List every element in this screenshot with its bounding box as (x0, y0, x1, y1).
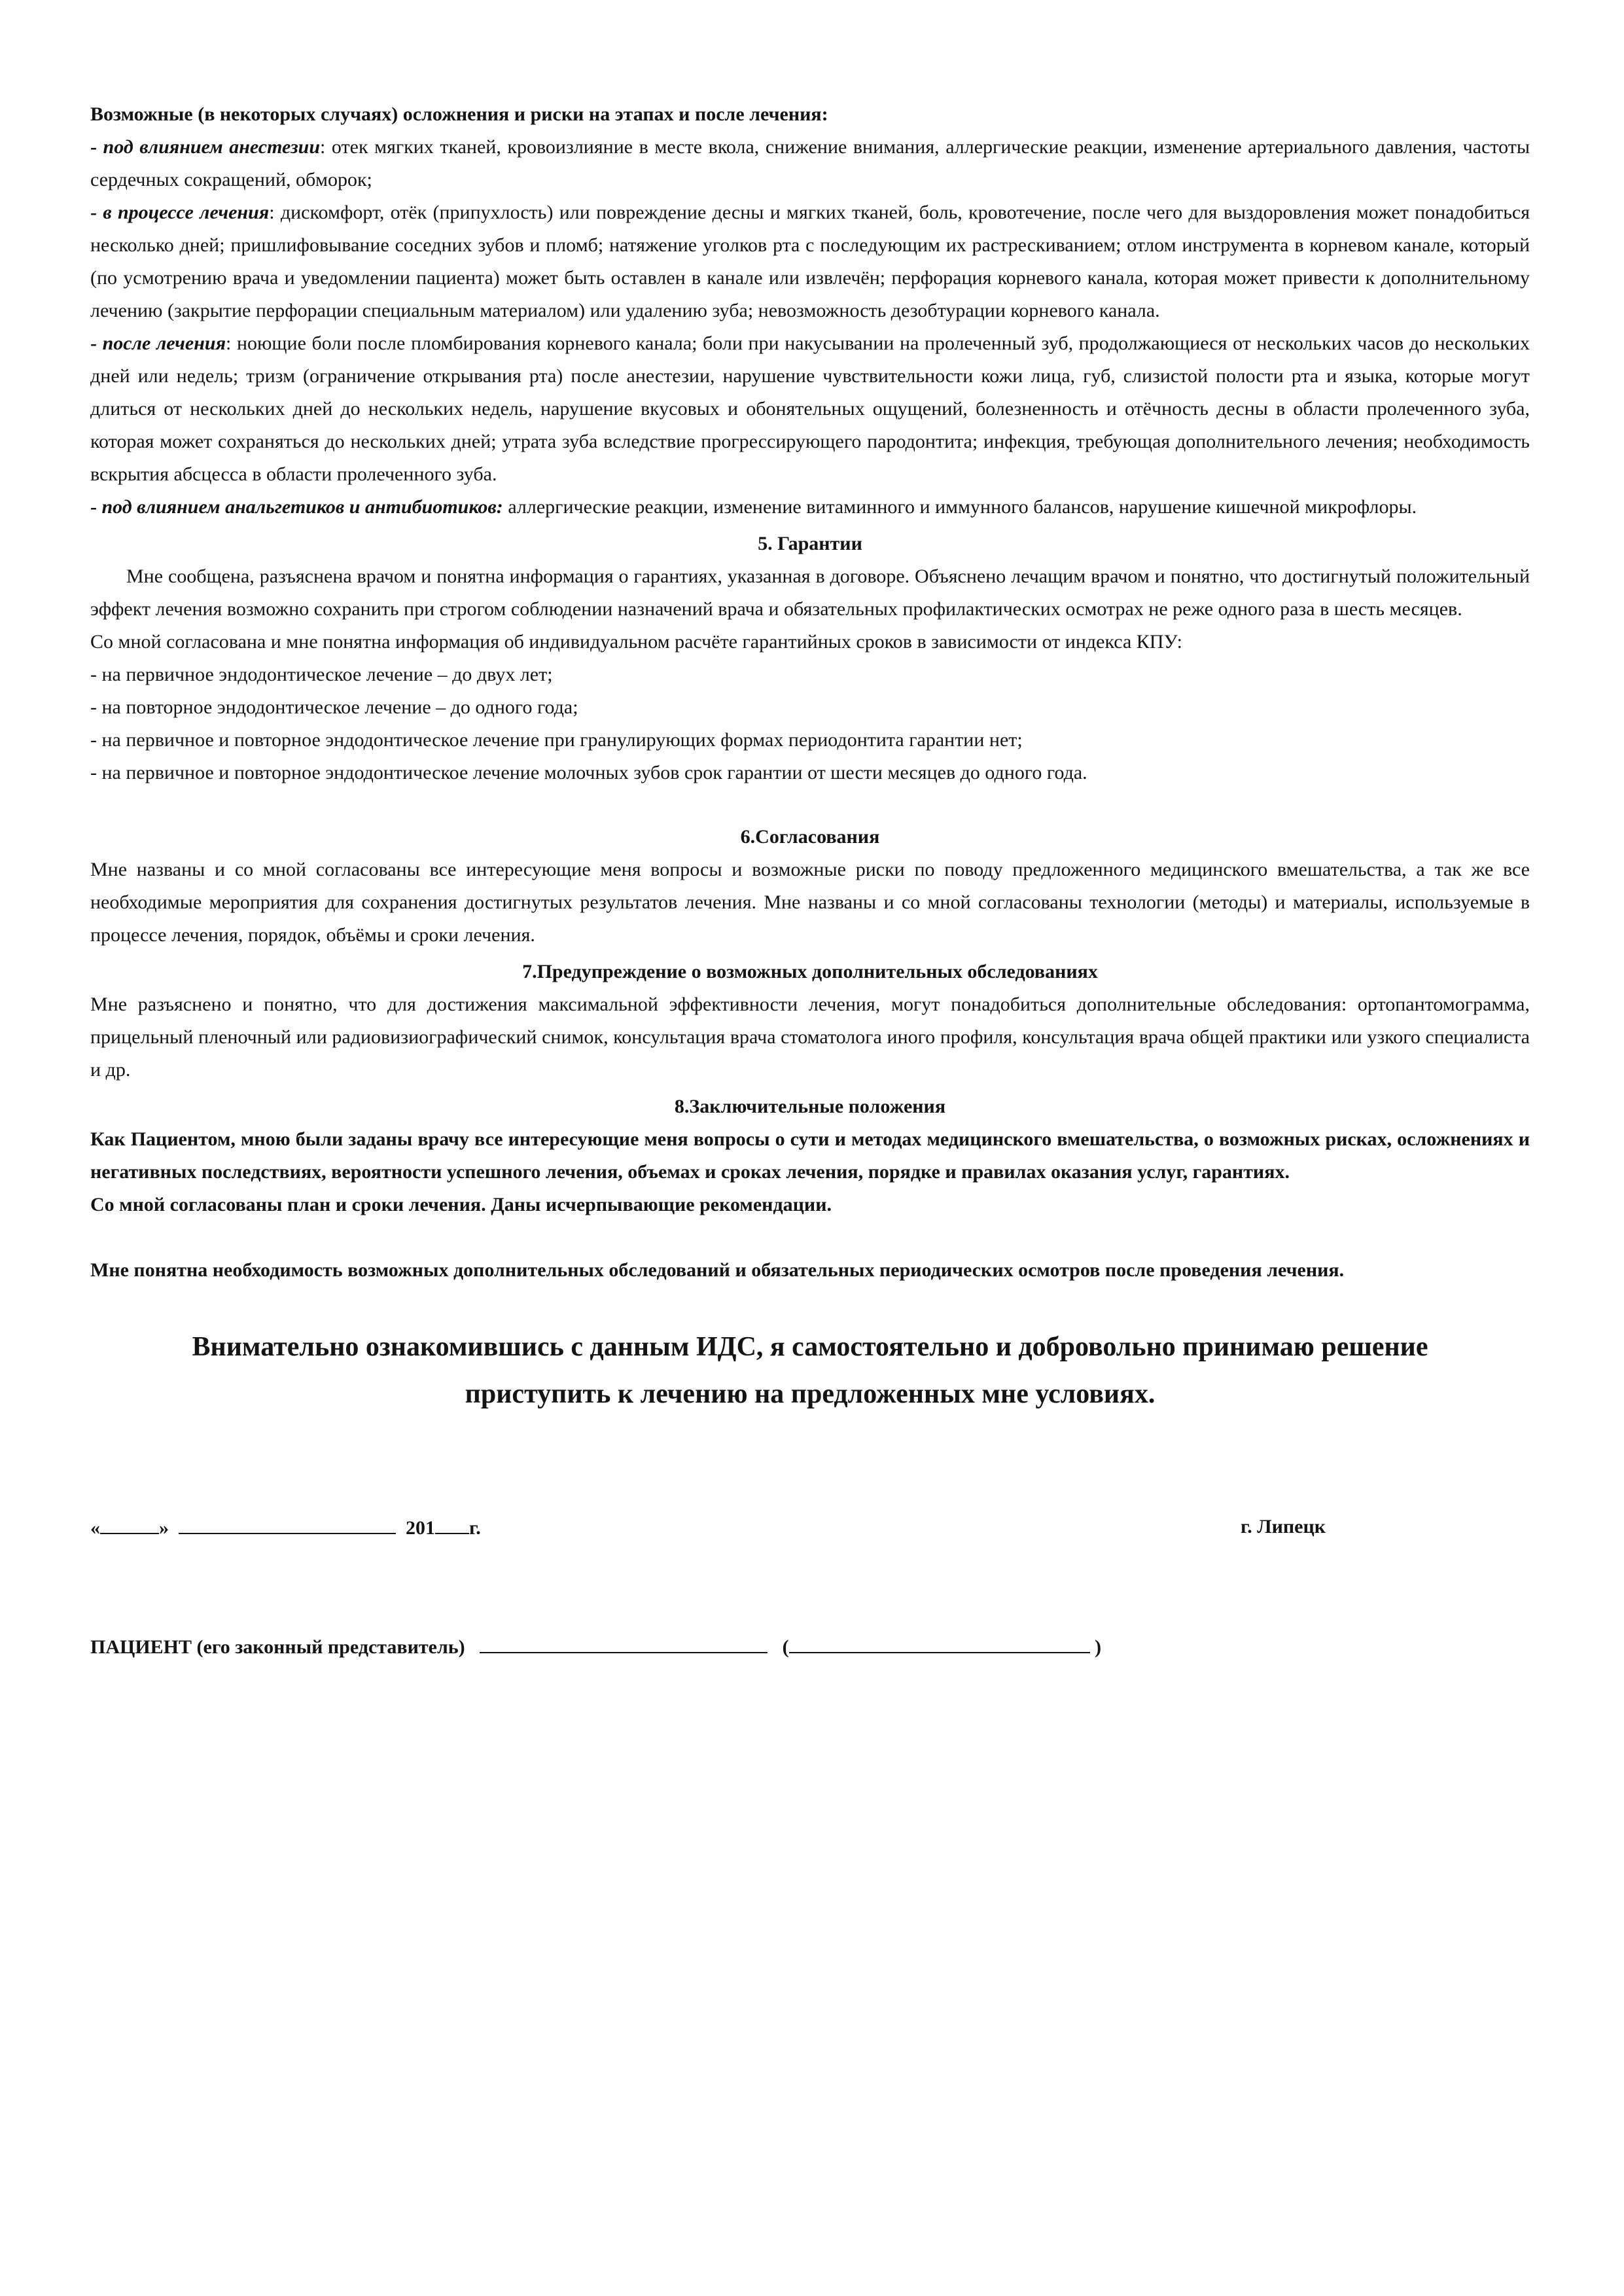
close-quote: » (159, 1517, 169, 1539)
risk-item-after-treatment (90, 327, 1530, 491)
final-provisions-p3: Мне понятна необходимость возможных дополнительных обследований и обязательных периодических осмотров после проведения лечения. (90, 1259, 1345, 1281)
close-paren: ) (1095, 1636, 1102, 1658)
risks-heading: Возможные (в некоторых случаях) осложнения и риски на этапах и после лечения: (90, 103, 828, 125)
guarantee-item: - на повторное эндодонтическое лечение – до одного года; (90, 696, 578, 718)
risk-item-text: : отек мягких тканей, кровоизлияние в месте вкола, снижение внимания, аллергические реакции, изменение артериального давления, частоты сердечных сокращений, обморок; (90, 136, 1530, 190)
warning-text: Мне разъяснено и понятно, что для достижения максимальной эффективности лечения, могут понадобиться дополнительные обследования: ортопантомограмма, прицельный пленочный или радиовизиографический снимок, консультация врача стоматолога иного профиля, консультация врача общей практики или узкого специалиста и др. (90, 994, 1530, 1081)
consent-statement: Внимательно ознакомившись с данным ИДС, я самостоятельно и добровольно принимаю решение приступить к лечению на предложенных мне условиях. (192, 1332, 1428, 1409)
risk-item-anesthesia (90, 131, 1530, 196)
risk-item-during-treatment (90, 196, 1530, 327)
risk-item-text: аллергические реакции, изменение витаминного и иммунного балансов, нарушение кишечной микрофлоры. (503, 496, 1417, 518)
year-blank (435, 1511, 469, 1534)
name-blank (789, 1630, 1090, 1653)
year-prefix: 201 (406, 1517, 435, 1539)
guarantees-intro: Мне сообщена, разъяснена врачом и понятна информация о гарантиях, указанная в договоре. Объяснено лечащим врачом и понятно, что достигнутый положительный эффект лечения возможно сохранить при строгом соблюдении назначений врача и обязательных профилактических осмотрах не реже одного раза в шесть месяцев. (90, 565, 1530, 620)
guarantee-item: - на первичное и повторное эндодонтическое лечение при гранулирующих формах периодонтита гарантии нет; (90, 729, 1023, 751)
risk-item-analgesics (90, 491, 1530, 524)
risk-item-prefix: - (90, 136, 103, 158)
agreements-text: Мне названы и со мной согласованы все интересующие меня вопросы и возможные риски по поводу предложенного медицинского вмешательства, а так же все необходимые мероприятия для сохранения достигнутых результатов лечения. Мне названы и со мной согласованы технологии (методы) и материалы, используемые в процессе лечения, порядок, объёмы и сроки лечения. (90, 859, 1530, 946)
risk-item-text: : ноющие боли после пломбирования корневого канала; боли при накусывании на пролеченный зуб, продолжающиеся от нескольких часов до нескольких дней или недель; тризм (ограничение открывания рта) после анестезии, нарушение чувствительности кожи лица, губ, слизистой полости рта и языка, которые могут длиться от нескольких дней до нескольких недель, нарушение вкусовых и обонятельных ощущений, болезненность и отёчность десны в области пролеченного зуба, которая может сохраняться до нескольких дней; утрата зуба вследствие прогрессирующего пародонтита; инфекция, требующая дополнительного лечения; необходимость вскрытия абсцесса в области пролеченного зуба. (90, 332, 1530, 485)
risk-item-prefix: - (90, 202, 103, 223)
final-provisions-p2: Со мной согласованы план и сроки лечения. Даны исчерпывающие рекомендации. (90, 1194, 832, 1215)
guarantee-item: - на первичное эндодонтическое лечение – до двух лет; (90, 664, 553, 685)
risk-item-text: : дискомфорт, отёк (припухлость) или повреждение десны и мягких тканей, боль, кровотечение, после чего для выздоровления может понадобиться несколько дней; пришлифовывание соседних зубов и пломб; натяжение уголков рта с последующим их растрескиванием; отлом инструмента в корневом канале, который (по усмотрению врача и уведомлении пациента) может быть оставлен в канале или извлечён; перфорация корневого канала, которая может привести к дополнительному лечению (закрытие перфорации специальным материалом) или удалению зуба; невозможность дезобтурации корневого канала. (90, 202, 1530, 321)
month-blank (179, 1511, 396, 1534)
risk-item-prefix: - (90, 332, 103, 354)
final-provisions-heading: 8.Заключительные положения (674, 1096, 946, 1117)
consent-document (90, 98, 1530, 1662)
risk-item-prefix: - (90, 496, 102, 518)
signature-field (90, 1630, 1101, 1664)
year-suffix: г. (469, 1517, 481, 1539)
signature-blank (480, 1630, 768, 1653)
risk-item-label: в процессе лечения (103, 202, 270, 223)
day-blank (100, 1511, 159, 1534)
date-field (90, 1511, 481, 1545)
signature-label: ПАЦИЕНТ (его законный представитель) (90, 1636, 465, 1658)
final-provisions-p1: Как Пациентом, мною были заданы врачу все интересующие меня вопросы о сути и методах медицинского вмешательства, о возможных рисках, осложнениях и негативных последствиях, вероятности успешного лечения, объемах и сроках лечения, порядке и правилах оказания услуг, гарантиях. (90, 1128, 1530, 1183)
date-row (90, 1511, 1530, 1543)
signature-row (90, 1630, 1530, 1662)
guarantee-item: - на первичное и повторное эндодонтическое лечение молочных зубов срок гарантии от шести месяцев до одного года. (90, 762, 1087, 783)
risk-item-label: после лечения (102, 332, 226, 354)
agreements-heading: 6.Согласования (740, 826, 880, 848)
risk-item-label: под влиянием анальгетиков и антибиотиков: (101, 496, 503, 518)
guarantees-agreed: Со мной согласована и мне понятна информация об индивидуальном расчёте гарантийных сроков в зависимости от индекса КПУ: (90, 631, 1182, 653)
warning-heading: 7.Предупреждение о возможных дополнительных обследованиях (522, 961, 1098, 982)
open-paren: ( (782, 1636, 789, 1658)
guarantees-heading: 5. Гарантии (758, 533, 862, 554)
risk-item-label: под влиянием анестезии (103, 136, 321, 158)
open-quote: « (90, 1517, 100, 1539)
city: г. Липецк (1241, 1516, 1326, 1537)
